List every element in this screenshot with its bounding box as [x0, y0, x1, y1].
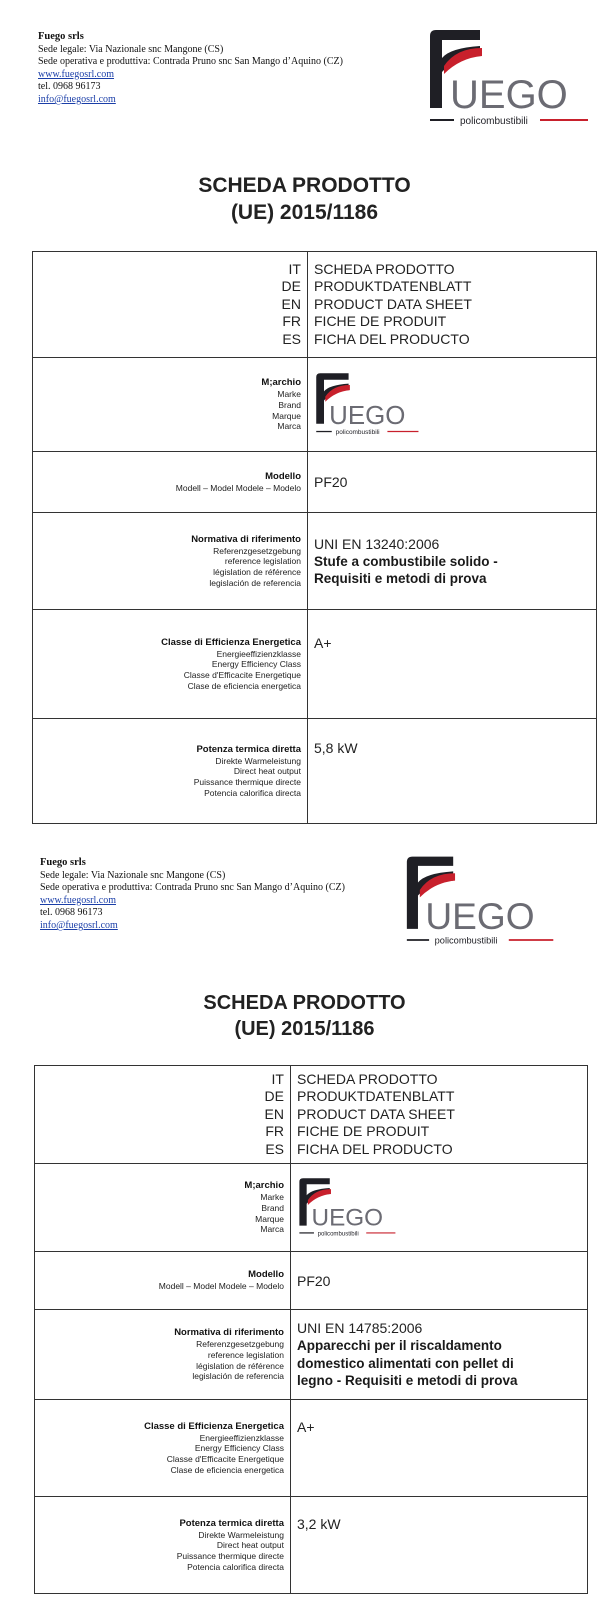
language-code-it: IT [288, 260, 301, 277]
brand-label-cell [35, 1164, 291, 1252]
efficiency-label: Classe di Efficienza Energetica [144, 1420, 284, 1432]
efficiency-label: Classe di Efficienza Energetica [161, 636, 301, 648]
language-title-en: PRODUCT DATA SHEET [297, 1105, 455, 1122]
brand-logo-wordmark: UEGO [311, 1204, 384, 1232]
heat-output-label: Potenza termica diretta [179, 1517, 284, 1529]
language-title-de: PRODUKTDATENBLATT [314, 278, 472, 295]
heat-output-label-cell [33, 719, 308, 824]
legislation-label-en: reference legislation [224, 556, 301, 567]
language-code-fr: FR [265, 1123, 284, 1140]
heat-output-value: 5,8 kW [308, 719, 597, 824]
brand-label-fr: Marque [255, 1213, 284, 1224]
language-code-en: EN [264, 1105, 284, 1122]
heat-output-label: Potenza termica diretta [196, 743, 301, 755]
product-sheet-page-2 [0, 850, 609, 1600]
company-website-link[interactable]: www.fuegosrl.com [40, 894, 117, 906]
fuego-logo [428, 28, 592, 130]
language-title-fr: FICHE DE PRODUIT [314, 313, 447, 330]
language-title-it: SCHEDA PRODOTTO [297, 1070, 438, 1087]
table-row-legislation [35, 1310, 588, 1400]
brand-label-de: Marke [277, 389, 301, 400]
efficiency-label-es: Clase de eficiencia energetica [170, 1464, 284, 1475]
language-code-it: IT [271, 1070, 284, 1087]
efficiency-value: A+ [291, 1400, 588, 1497]
legislation-label: Normativa di riferimento [174, 1327, 284, 1339]
efficiency-label-en: Energy Efficiency Class [211, 659, 301, 670]
heat-output-label-fr: Puissance thermique directe [193, 777, 301, 787]
company-legal-address: Sede legale: Via Nazionale snc Mangone (CS) [40, 869, 226, 881]
efficiency-label-en: Energy Efficiency Class [194, 1443, 284, 1454]
language-titles-cell [308, 252, 597, 358]
brand-logo-tagline: policombustibili [317, 1230, 359, 1237]
legislation-description-line1: Apparecchi per il riscaldamento [297, 1338, 502, 1354]
language-title-es: FICHA DEL PRODUCTO [314, 330, 470, 347]
table-row-brand [33, 358, 597, 452]
brand-value-cell [308, 358, 597, 452]
brand-label-en: Brand [278, 399, 301, 410]
legislation-description-line3: legno - Requisiti e metodi di prova [297, 1373, 518, 1389]
table-row-languages [33, 252, 597, 358]
model-label-translations: Modell – Model Modele – Modelo [175, 482, 301, 493]
language-title-en: PRODUCT DATA SHEET [314, 295, 472, 312]
legislation-standard: UNI EN 13240:2006 [314, 535, 440, 552]
table-row-efficiency-class [33, 610, 597, 719]
heat-output-label-fr: Puissance thermique directe [176, 1551, 284, 1561]
model-value: PF20 [291, 1252, 588, 1310]
legislation-label-en: reference legislation [207, 1349, 284, 1360]
model-label-translations: Modell – Model Modele – Modelo [158, 1281, 284, 1292]
company-name: Fuego srls [38, 31, 84, 42]
document-title-line1: SCHEDA PRODOTTO [203, 992, 406, 1014]
brand-label-es: Marca [260, 1224, 284, 1235]
company-phone: tel. 0968 96173 [40, 907, 103, 919]
efficiency-label-fr: Classe d'Efficacite Energetique [166, 1454, 284, 1464]
table-row-efficiency-class [35, 1400, 588, 1497]
legislation-label-fr: législation de référence [196, 1360, 284, 1371]
product-data-table [34, 1065, 588, 1594]
language-title-de: PRODUKTDATENBLATT [297, 1088, 455, 1105]
language-title-es: FICHA DEL PRODUCTO [297, 1140, 453, 1157]
logo-wordmark: UEGO [450, 73, 568, 117]
legislation-label-fr: législation de référence [213, 567, 301, 577]
table-row-heat-output [35, 1497, 588, 1594]
heat-output-value: 3,2 kW [291, 1497, 588, 1594]
brand-label-de: Marke [260, 1192, 284, 1203]
company-email-link[interactable]: info@fuegosrl.com [40, 919, 118, 931]
language-code-en: EN [281, 295, 301, 312]
document-title-line2: (UE) 2015/1186 [234, 1018, 375, 1040]
brand-label-fr: Marque [272, 410, 301, 421]
language-codes-cell [35, 1066, 291, 1164]
legislation-label-de: Referenzgesetzgebung [196, 1339, 284, 1350]
legislation-label-de: Referenzgesetzgebung [213, 545, 301, 556]
model-value: PF20 [308, 452, 597, 513]
heat-output-label-es: Potencia calorifica directa [187, 1561, 284, 1572]
fuego-logo [405, 854, 557, 950]
efficiency-value: A+ [308, 610, 597, 719]
model-label-cell [35, 1252, 291, 1310]
product-data-table [32, 251, 597, 824]
heat-output-label-de: Direkte Warmeleistung [215, 755, 301, 766]
model-label: Modello [265, 470, 301, 482]
language-title-fr: FICHE DE PRODUIT [297, 1123, 430, 1140]
legislation-value-cell [291, 1310, 588, 1400]
document-title [0, 990, 609, 1042]
heat-output-label-es: Potencia calorifica directa [204, 787, 301, 798]
table-row-heat-output [33, 719, 597, 824]
legislation-label-es: legislación de referencia [192, 1371, 284, 1382]
table-row-brand [35, 1164, 588, 1252]
model-label: Modello [248, 1269, 284, 1281]
language-titles-cell [291, 1066, 588, 1164]
brand-label-cell [33, 358, 308, 452]
logo-tagline: policombustibili [460, 116, 528, 127]
table-row-model [33, 452, 597, 513]
legislation-value-cell [308, 513, 597, 610]
legislation-standard: UNI EN 14785:2006 [297, 1320, 423, 1337]
table-row-languages [35, 1066, 588, 1164]
legislation-label-es: legislación de referencia [209, 577, 301, 588]
brand-logo-wordmark: UEGO [329, 401, 406, 430]
company-legal-address: Sede legale: Via Nazionale snc Mangone (CS) [38, 43, 224, 55]
efficiency-label-cell [33, 610, 308, 719]
language-title-it: SCHEDA PRODOTTO [314, 260, 455, 277]
logo-tagline: policombustibili [434, 935, 498, 946]
heat-output-label-de: Direkte Warmeleistung [198, 1529, 284, 1540]
language-codes-cell [33, 252, 308, 358]
logo-wordmark: UEGO [425, 894, 535, 937]
company-header [38, 31, 343, 107]
efficiency-label-es: Clase de eficiencia energetica [187, 680, 301, 691]
brand-logo [297, 1177, 399, 1239]
model-label-cell [33, 452, 308, 513]
brand-label: M;archio [261, 377, 301, 389]
brand-logo [314, 372, 422, 438]
company-website-link[interactable]: www.fuegosrl.com [38, 68, 115, 80]
company-header [40, 857, 345, 933]
efficiency-label-de: Energieeffizienzklasse [216, 648, 301, 659]
company-operative-address: Sede operativa e produttiva: Contrada Pruno snc San Mango d’Aquino (CZ) [40, 882, 345, 894]
efficiency-label-de: Energieeffizienzklasse [199, 1432, 284, 1443]
legislation-description-line2: Requisiti e metodi di prova [314, 571, 487, 586]
efficiency-label-fr: Classe d'Efficacite Energetique [183, 670, 301, 680]
legislation-description-line1: Stufe a combustibile solido - [314, 553, 498, 569]
heat-output-label-en: Direct heat output [216, 1540, 284, 1551]
efficiency-label-cell [35, 1400, 291, 1497]
brand-logo-tagline: policombustibili [335, 428, 380, 436]
language-code-es: ES [265, 1140, 284, 1157]
language-code-fr: FR [282, 313, 301, 330]
table-row-model [35, 1252, 588, 1310]
language-code-es: ES [282, 330, 301, 347]
language-code-de: DE [264, 1088, 284, 1105]
brand-value-cell [291, 1164, 588, 1252]
company-phone: tel. 0968 96173 [38, 81, 101, 93]
table-row-legislation [33, 513, 597, 610]
legislation-label: Normativa di riferimento [191, 533, 301, 545]
legislation-description-line2: domestico alimentati con pellet di [297, 1355, 514, 1371]
company-name: Fuego srls [40, 857, 86, 868]
company-operative-address: Sede operativa e produttiva: Contrada Pruno snc San Mango d’Aquino (CZ) [38, 56, 343, 68]
heat-output-label-en: Direct heat output [233, 766, 301, 777]
legislation-label-cell [35, 1310, 291, 1400]
language-code-de: DE [281, 278, 301, 295]
document-title [0, 172, 609, 226]
heat-output-label-cell [35, 1497, 291, 1594]
document-title-line2: (UE) 2015/1186 [230, 201, 379, 224]
document-title-line1: SCHEDA PRODOTTO [198, 174, 411, 197]
brand-label-en: Brand [261, 1202, 284, 1213]
legislation-label-cell [33, 513, 308, 610]
brand-label-es: Marca [277, 421, 301, 432]
company-email-link[interactable]: info@fuegosrl.com [38, 93, 116, 105]
brand-label: M;archio [244, 1180, 284, 1192]
